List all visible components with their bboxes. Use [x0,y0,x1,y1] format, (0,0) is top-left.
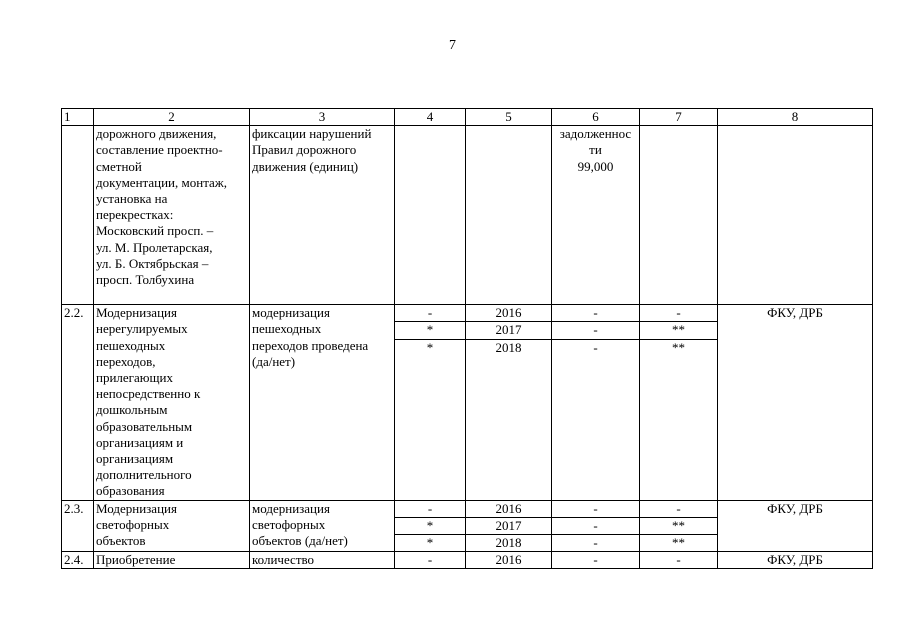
row-indicator-cell: модернизация светофорных объектов (да/нет) [250,500,395,552]
row-number-cell: 2.3. [62,500,94,552]
col4-cell: * [395,339,466,500]
header-col-5: 5 [466,109,552,126]
year-cell: 2017 [466,322,552,339]
col4-cell: * [395,535,466,552]
col7-cell: - [640,552,718,569]
col6-cell: - [552,500,640,517]
header-col-7: 7 [640,109,718,126]
executor-cell: ФКУ, ДРБ [718,500,873,552]
year-cell: 2018 [466,535,552,552]
executor-cell: ФКУ, ДРБ [718,552,873,569]
col6-cell: - [552,339,640,500]
year-cell: 2017 [466,517,552,534]
header-col-4: 4 [395,109,466,126]
cont-indicator-cell: фиксации нарушений Правил дорожного движения (единиц) [250,126,395,305]
header-col-6: 6 [552,109,640,126]
col7-cell: ** [640,322,718,339]
header-row [62,109,873,126]
page-number: 7 [449,38,456,53]
table-row-continuation [62,126,873,305]
row-indicator-cell: количество [250,552,395,569]
cont-name-cell: дорожного движения, составление проектно- сметной документации, монтаж, установка на перекрестках: Московский просп. – ул. М. Пролетарская, ул. Б. Октябрьская – просп. Толбухина [94,126,250,305]
row-name-cell: Модернизация нерегулируемых пешеходных переходов, прилегающих непосредственно к дошкольным образовательным организациям и организациям дополнительного образования [94,305,250,500]
col4-cell: * [395,322,466,339]
col7-cell: - [640,500,718,517]
col4-cell: - [395,552,466,569]
col4-cell: - [395,305,466,322]
row-name-cell: Модернизация светофорных объектов [94,500,250,552]
col7-cell: - [640,305,718,322]
program-table [61,108,873,569]
year-cell: 2016 [466,500,552,517]
cont-col7-cell [640,126,718,305]
col7-cell: ** [640,339,718,500]
col6-cell: - [552,305,640,322]
cont-number-cell [62,126,94,305]
row-number-cell: 2.2. [62,305,94,500]
cont-col8-cell [718,126,873,305]
row-name-cell: Приобретение [94,552,250,569]
year-cell: 2016 [466,305,552,322]
col4-cell: * [395,517,466,534]
row-indicator-cell: модернизация пешеходных переходов проведена (да/нет) [250,305,395,500]
row-number-cell: 2.4. [62,552,94,569]
header-col-8: 8 [718,109,873,126]
header-col-1: 1 [62,109,94,126]
col6-cell: - [552,552,640,569]
col6-cell: - [552,535,640,552]
table-row-2-4 [62,552,873,569]
cont-col6-cell: задолженнос ти 99,000 [552,126,640,305]
col4-cell: - [395,500,466,517]
col6-cell: - [552,517,640,534]
cont-col4-cell [395,126,466,305]
header-col-3: 3 [250,109,395,126]
cont-col5-cell [466,126,552,305]
table-row-2-2 [62,305,873,322]
col7-cell: ** [640,517,718,534]
year-cell: 2018 [466,339,552,500]
col7-cell: ** [640,535,718,552]
header-col-2: 2 [94,109,250,126]
year-cell: 2016 [466,552,552,569]
table-row-2-3 [62,500,873,517]
col6-cell: - [552,322,640,339]
executor-cell: ФКУ, ДРБ [718,305,873,500]
